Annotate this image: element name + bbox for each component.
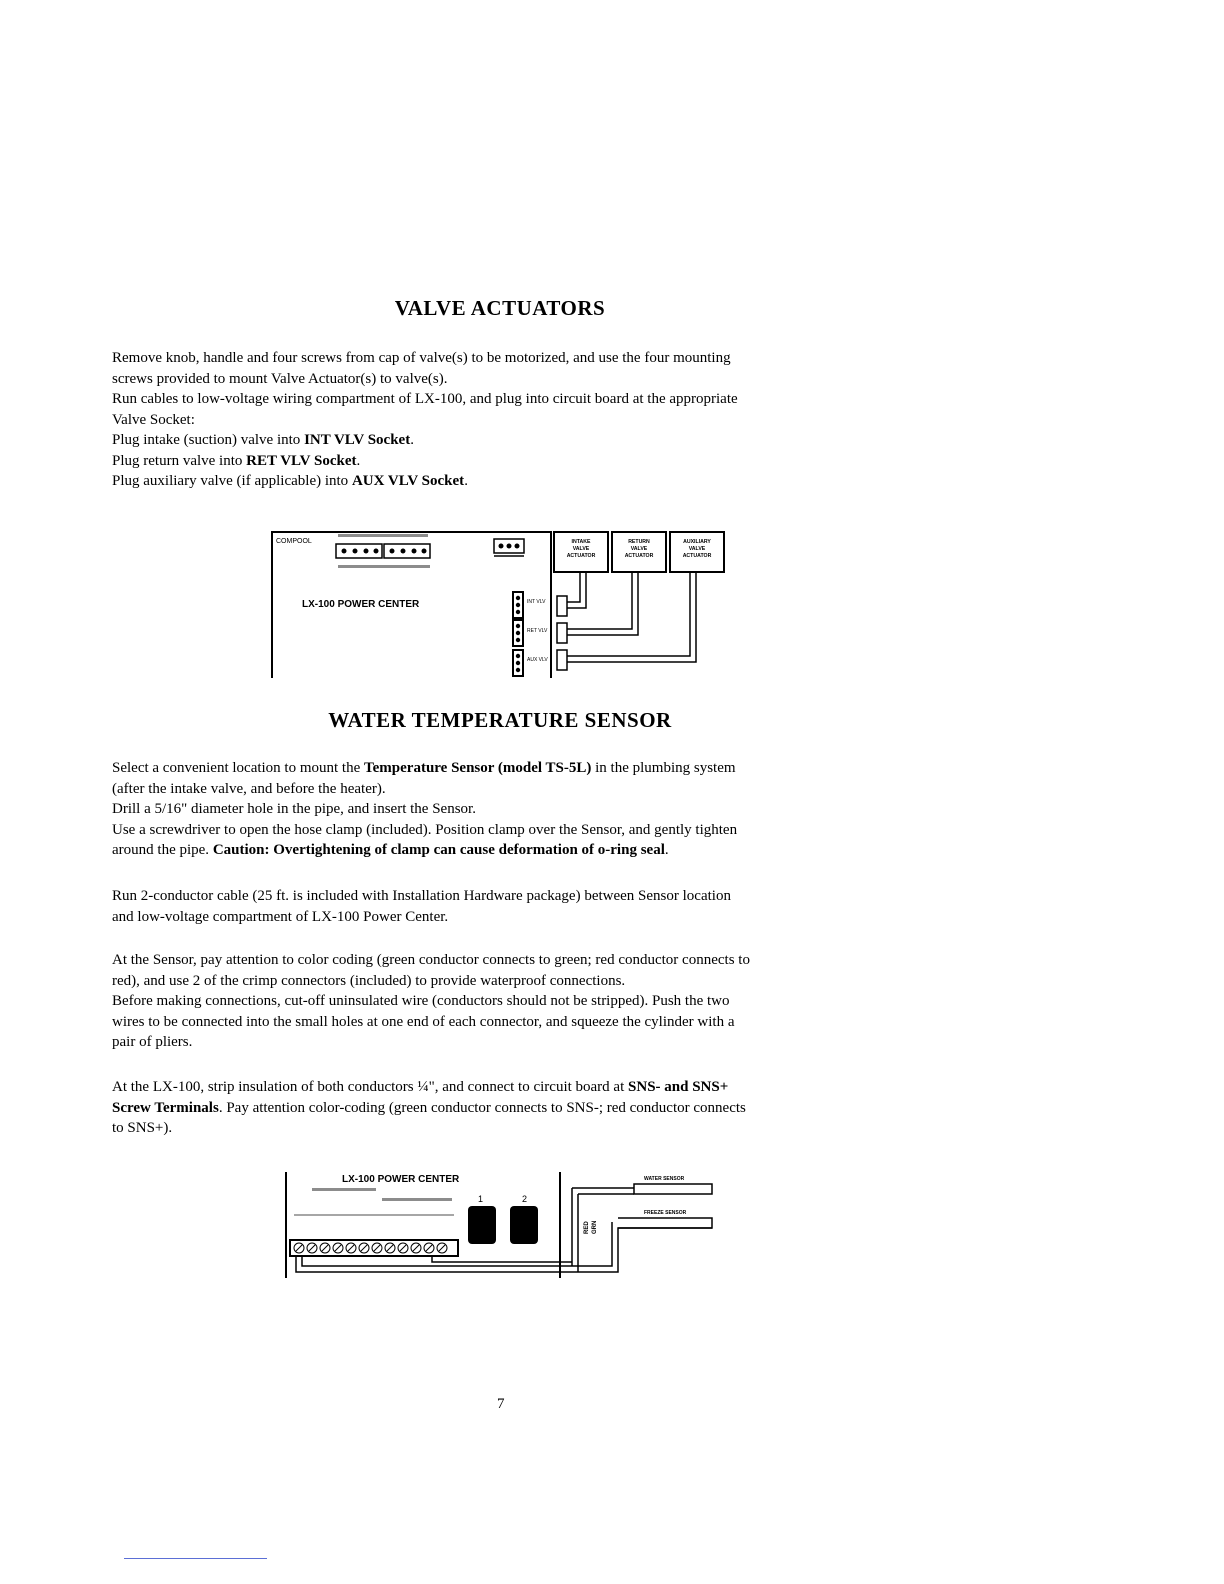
actuator-aux-label: VALVE bbox=[688, 546, 706, 552]
power-center-label: LX-100 POWER CENTER bbox=[302, 599, 420, 610]
actuator-aux-label: ACTUATOR bbox=[682, 553, 712, 559]
text-line: Run cables to low-voltage wiring compartment of LX-100, and plug into circuit board at the appropriate bbox=[112, 391, 738, 407]
actuator-return-label: ACTUATOR bbox=[624, 553, 654, 559]
caution-line: around the pipe. Caution: Overtightening of clamp can cause deformation of o-ring seal. bbox=[112, 842, 669, 858]
terminal-labels-smudge bbox=[294, 1214, 454, 1216]
wire-red-label: RED bbox=[584, 1221, 590, 1234]
sensor-wiring-diagram bbox=[282, 1168, 722, 1280]
plug-intake-line: Plug intake (suction) valve into INT VLV Socket. bbox=[112, 432, 414, 448]
terminal-labels-smudge bbox=[382, 1198, 452, 1201]
relay-2 bbox=[510, 1206, 538, 1244]
text-line: Run 2-conductor cable (25 ft. is included with Installation Hardware package) between Sensor location bbox=[112, 888, 731, 904]
aux-vlv-label: AUX VLV bbox=[527, 657, 548, 663]
actuator-intake-label: ACTUATOR bbox=[566, 553, 596, 559]
footnote-rule bbox=[124, 1558, 267, 1559]
int-vlv-label: INT VLV bbox=[527, 599, 546, 605]
sensor-paragraph-2 bbox=[112, 886, 902, 927]
freeze-sensor-label: FREEZE SENSOR bbox=[644, 1210, 687, 1216]
terminal-labels-smudge bbox=[338, 534, 428, 537]
text-line: Select a convenient location to mount the Temperature Sensor (model TS-5L) in the plumbing system bbox=[112, 760, 736, 776]
terminal-labels-smudge bbox=[338, 565, 430, 568]
text-line: At the Sensor, pay attention to color coding (green conductor connects to green; red conductor connects to bbox=[112, 952, 750, 968]
page-number: 7 bbox=[497, 1396, 505, 1412]
actuator-intake-label: VALVE bbox=[572, 546, 590, 552]
relay-2-label: 2 bbox=[522, 1194, 528, 1204]
actuator-return-label: RETURN bbox=[628, 539, 650, 545]
water-sensor-label: WATER SENSOR bbox=[644, 1176, 685, 1182]
power-center-label: LX-100 POWER CENTER bbox=[342, 1174, 460, 1185]
plug-return-line: Plug return valve into RET VLV Socket. bbox=[112, 452, 361, 469]
valve-actuators-heading: VALVE ACTUATORS bbox=[394, 296, 606, 320]
text-line: (after the intake valve, and before the heater). bbox=[112, 780, 386, 797]
text-line: and low-voltage compartment of LX-100 Power Center. bbox=[112, 908, 449, 925]
text-line: Drill a 5/16" diameter hole in the pipe, and insert the Sensor. bbox=[112, 801, 476, 817]
actuator-intake-label: INTAKE bbox=[571, 539, 591, 545]
actuator-aux-label: AUXILIARY bbox=[683, 539, 711, 545]
text-line: Valve Socket: bbox=[112, 411, 195, 428]
text-line: wires to be connected into the small holes at one end of each connector, and squeeze the cylinder with a bbox=[112, 1013, 735, 1030]
relay-1 bbox=[468, 1206, 496, 1244]
sensor-paragraph-1 bbox=[112, 758, 902, 861]
sensor-paragraph-4 bbox=[112, 1077, 902, 1139]
text-line: to SNS+). bbox=[112, 1120, 173, 1136]
valve-actuator-wiring-diagram bbox=[268, 528, 734, 680]
wire-grn-label: GRN bbox=[592, 1220, 598, 1234]
text-line: pair of pliers. bbox=[112, 1034, 193, 1050]
sensor-paragraph-3 bbox=[112, 950, 902, 1053]
actuator-return-label: VALVE bbox=[630, 546, 648, 552]
ret-vlv-label: RET VLV bbox=[527, 628, 548, 634]
control-label: COMPOOL bbox=[276, 538, 312, 545]
text-line: red), and use 2 of the crimp connectors (included) to provide waterproof connections. bbox=[112, 972, 626, 989]
text-line: Remove knob, handle and four screws from cap of valve(s) to be motorized, and use the four mounting bbox=[112, 350, 731, 366]
text-line: Use a screwdriver to open the hose clamp (included). Position clamp over the Sensor, and gently tighten bbox=[112, 821, 738, 838]
text-line: Before making connections, cut-off uninsulated wire (conductors should not be stripped). Push the two bbox=[112, 993, 730, 1009]
plug-aux-line: Plug auxiliary valve (if applicable) into AUX VLV Socket. bbox=[112, 473, 468, 489]
text-line: At the LX-100, strip insulation of both conductors ¼", and connect to circuit board at SNS- and SNS+ bbox=[112, 1079, 729, 1095]
text-line: screws provided to mount Valve Actuator(s) to valve(s). bbox=[112, 370, 448, 387]
valve-actuators-text bbox=[112, 348, 902, 492]
terminal-labels-smudge bbox=[312, 1188, 376, 1191]
relay-1-label: 1 bbox=[478, 1194, 484, 1204]
text-line: Screw Terminals. Pay attention color-coding (green conductor connects to SNS-; red conductor connects bbox=[112, 1099, 746, 1116]
water-temperature-sensor-heading: WATER TEMPERATURE SENSOR bbox=[328, 708, 672, 732]
